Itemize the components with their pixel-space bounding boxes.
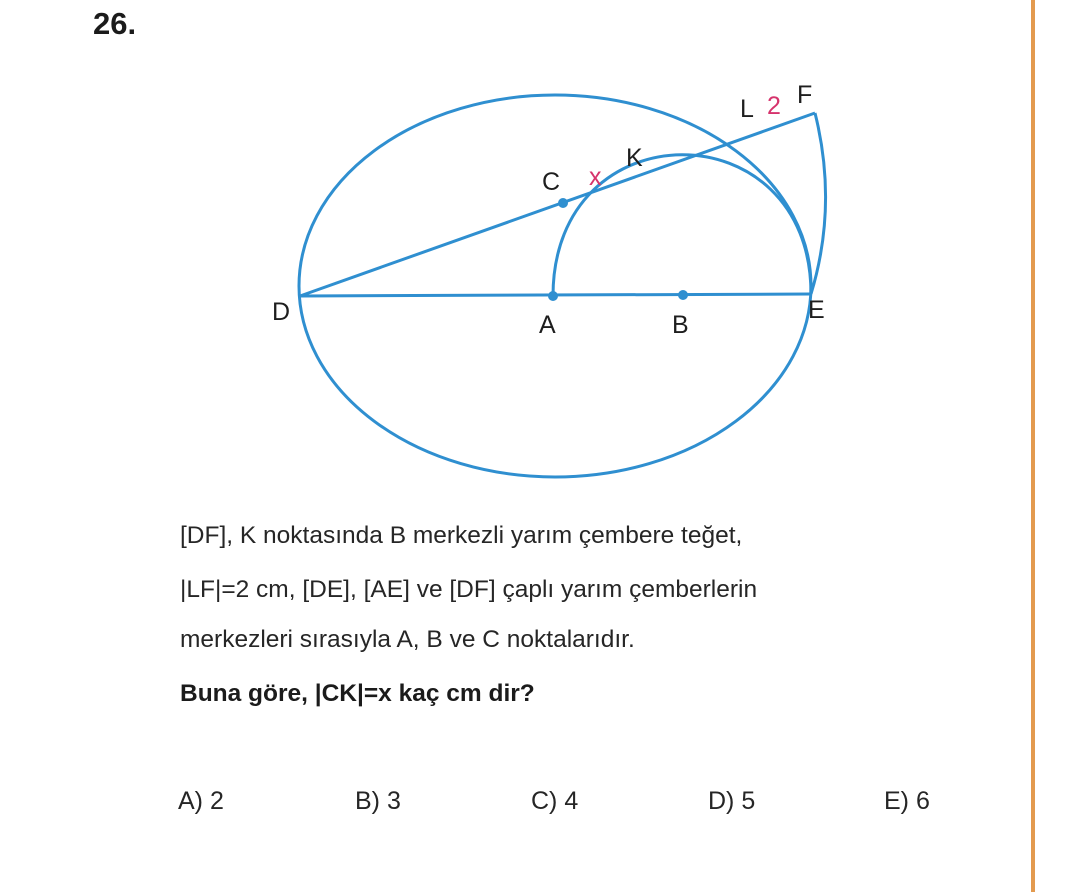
- point-b-dot: [678, 290, 688, 300]
- question-text-line-3: merkezleri sırasıyla A, B ve C noktalarıdır.: [180, 626, 635, 653]
- arc-fe: [811, 113, 826, 294]
- label-two: 2: [767, 92, 781, 120]
- choice-a[interactable]: A) 2: [178, 787, 224, 815]
- label-f: F: [797, 81, 813, 109]
- label-l: L: [740, 95, 754, 123]
- choice-e[interactable]: E) 6: [884, 787, 930, 815]
- label-d: D: [272, 298, 291, 326]
- label-x: x: [589, 163, 602, 191]
- label-b: B: [672, 311, 689, 339]
- label-e: E: [808, 296, 825, 324]
- question-text-line-2: |LF|=2 cm, [DE], [AE] ve [DF] çaplı yarım çemberlerin: [180, 576, 758, 603]
- choice-d[interactable]: D) 5: [708, 787, 756, 815]
- large-circle: [299, 95, 811, 477]
- segment-df: [300, 113, 815, 296]
- question-prompt: Buna göre, |CK|=x kaç cm dir?: [180, 680, 535, 707]
- label-c: C: [542, 168, 561, 196]
- choice-b[interactable]: B) 3: [355, 787, 401, 815]
- label-a: A: [539, 311, 556, 339]
- point-c-dot: [558, 198, 568, 208]
- question-text-line-1: [DF], K noktasında B merkezli yarım çembere teğet,: [180, 522, 743, 549]
- point-a-dot: [548, 291, 558, 301]
- question-number: 26.: [93, 6, 137, 41]
- label-k: K: [626, 144, 643, 172]
- choice-c[interactable]: C) 4: [531, 787, 579, 815]
